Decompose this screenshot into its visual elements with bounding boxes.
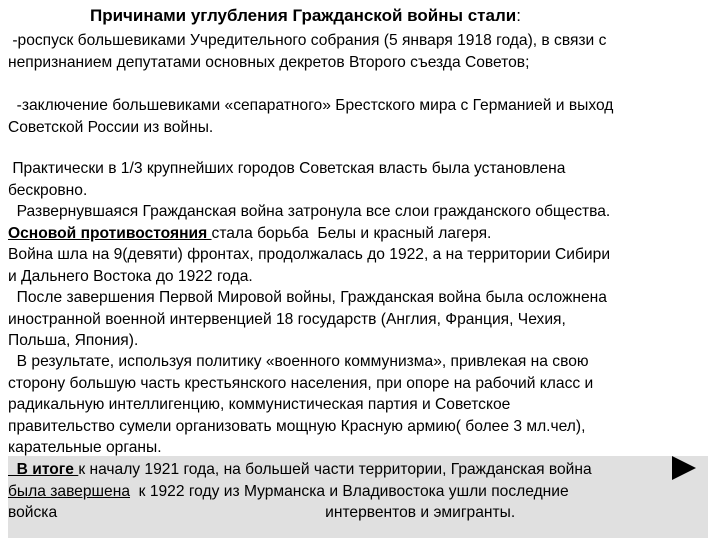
- text-line: В результате, используя политику «военного коммунизма», привлекая на свою: [8, 353, 589, 370]
- text-line: -роспуск большевиками Учредительного собрания (5 января 1918 года), в связи с: [8, 32, 607, 49]
- slide-title: [90, 6, 521, 26]
- title-colon: :: [516, 6, 521, 25]
- text-line: непризнанием депутатами основных декретов Второго съезда Советов;: [8, 53, 530, 71]
- text-line: Советской России из войны.: [8, 118, 214, 136]
- text-fragment: войска: [8, 504, 58, 521]
- text-fragment: стала борьба Белы и красный лагеря.: [211, 224, 492, 242]
- paragraph-conclusion: [8, 459, 714, 524]
- text-fragment: к 1922 году из Мурманска и Владивостока ушли последние: [130, 482, 569, 500]
- text-line: карательные органы.: [8, 439, 162, 456]
- underlined-phrase: Основой противостояния: [8, 224, 212, 242]
- paragraph-intervention: [8, 287, 714, 352]
- paragraph-fronts: [8, 244, 714, 287]
- title-text: Причинами углубления Гражданской войны стали: [90, 6, 517, 25]
- text-line: Польша, Япония).: [8, 332, 139, 349]
- text-line: правительство сумели организовать мощную Красную армию( более 3 мл.чел),: [8, 417, 586, 435]
- text-line: -заключение большевиками «сепаратного» Брестского мира с Германией и выход: [8, 97, 614, 114]
- text-line: Практически в 1/3 крупнейших городов Советская власть была установлена: [8, 160, 566, 177]
- text-line: радикальную интеллигенцию, коммунистическая партия и Советское: [8, 396, 511, 413]
- paragraph-bloodless: [8, 158, 714, 201]
- text-line: [8, 459, 714, 481]
- text-fragment: интервентов и эмигранты.: [325, 504, 516, 521]
- text-line: иностранной военной интервенцией 18 государств (Англия, Франция, Чехия,: [8, 310, 566, 328]
- text-line: бескровно.: [8, 181, 88, 199]
- text-fragment: к началу 1921 года, на большей части территории, Гражданская война: [78, 461, 592, 478]
- text-line: Война шла на 9(девяти) фронтах, продолжалась до 1922, а на территории Сибири: [8, 246, 611, 263]
- paragraph-dissolution: [8, 30, 714, 73]
- underlined-phrase: была завершена: [8, 482, 130, 500]
- text-line: [8, 502, 714, 524]
- text-line: и Дальнего Востока до 1922 года.: [8, 267, 253, 285]
- underlined-phrase: В итоге: [8, 461, 79, 478]
- paragraph-war-communism: [8, 351, 714, 459]
- text-line: [8, 481, 714, 503]
- text-line: После завершения Первой Мировой войны, Гражданская война была осложнена: [8, 289, 607, 306]
- paragraph-brest-treaty: [8, 95, 714, 138]
- text-line: Развернувшаяся Гражданская война затронула все слои гражданского общества.: [8, 203, 611, 220]
- text-line: [8, 223, 714, 245]
- paragraph-confrontation: [8, 201, 714, 244]
- text-line: сторону большую часть крестьянского населения, при опоре на рабочий класс и: [8, 374, 594, 392]
